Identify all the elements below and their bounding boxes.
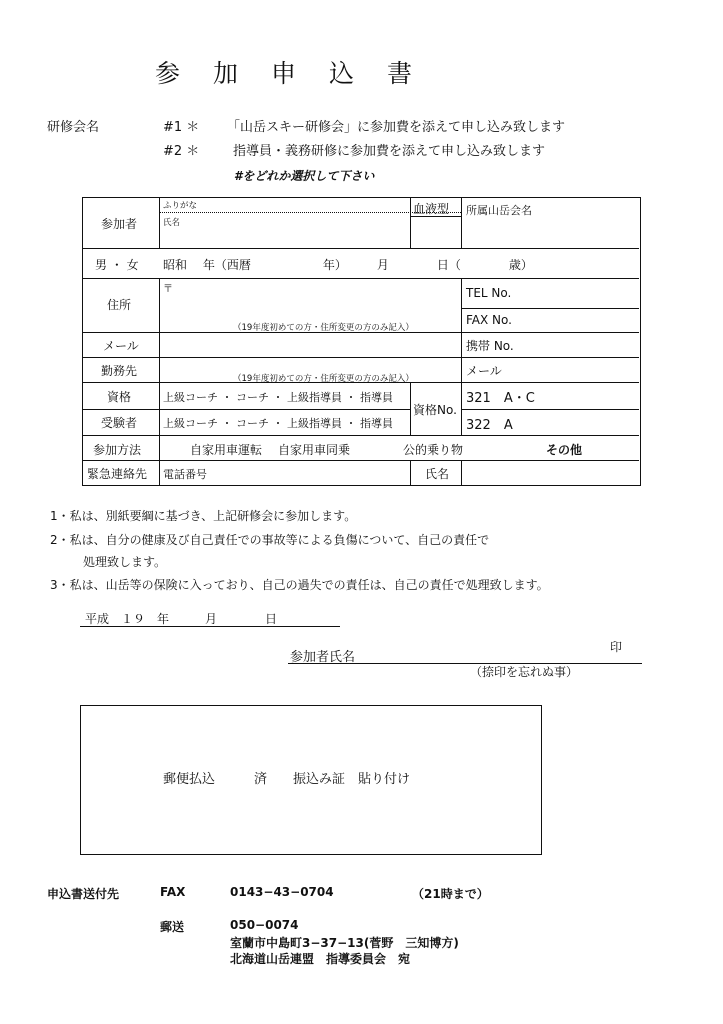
fax-number: 0143−43−0704 [230, 885, 334, 899]
method-label: 参加方法 [93, 443, 142, 457]
seal-note: （捺印を忘れぬ事） [470, 665, 579, 679]
method-option-drive[interactable]: 自家用車運転 [190, 443, 263, 457]
signer-label: 参加者氏名 [290, 650, 356, 665]
qualification-options[interactable]: 上級コーチ ・ コーチ ・ 上級指導員 ・ 指導員 [163, 391, 393, 404]
course-option-2-text: 指導員・義務研修に参加費を添えて申し込み致します [233, 144, 546, 159]
payment-proof-box [80, 705, 542, 855]
date-line[interactable]: 平成 １９ 年 月 日 [85, 612, 278, 626]
pledge-3: 3・私は、山岳等の保険に入っており、自己の過失での責任は、自己の責任で処理致します。 [50, 578, 549, 592]
emergency-label: 緊急連絡先 [87, 467, 148, 481]
method-option-ride[interactable]: 自家用車同乗 [278, 443, 351, 457]
birth-field[interactable]: 昭和 年（西暦 年） 月 日（ 歳） [163, 258, 533, 272]
email-label: メール [103, 339, 139, 353]
examinee-label: 受験者 [101, 416, 138, 430]
examinee-options[interactable]: 上級コーチ ・ コーチ ・ 上級指導員 ・ 指導員 [163, 417, 393, 430]
mail-label: 郵送 [160, 920, 185, 934]
fax-label: FAX No. [466, 313, 512, 327]
application-table [82, 197, 641, 486]
phone-label: 電話番号 [163, 468, 207, 481]
club-label: 所属山岳会名 [466, 204, 532, 217]
name-label: 氏名 [163, 218, 181, 228]
tel-label: TEL No. [466, 286, 512, 300]
course-option-1-text: 「山岳スキー研修会」に参加費を添えて申し込み致します [227, 120, 566, 135]
mail-organization: 北海道山岳連盟 指導委員会 宛 [230, 952, 411, 966]
course-option-2-number[interactable]: #2 ＊ [163, 144, 200, 159]
seal-mark: 印 [610, 640, 623, 654]
workplace-note: （19年度初めての方・住所変更の方のみ記入） [233, 374, 414, 384]
method-option-public[interactable]: 公的乗り物 [403, 443, 464, 457]
qualification-no-label: 資格No. [413, 403, 457, 417]
method-option-other[interactable]: その他 [546, 443, 583, 457]
qualification-label: 資格 [107, 390, 132, 404]
course-instruction: #をどれか選択して下さい [234, 169, 375, 183]
qualification-no-1: 321 A・C [466, 391, 535, 406]
fax-send-label: FAX [160, 885, 186, 899]
send-label: 申込書送付先 [47, 887, 120, 901]
pledge-2: 2・私は、自分の健康及び自己責任での事故等による負傷について、自己の責任で [50, 533, 490, 547]
participant-label: 参加者 [101, 217, 138, 231]
gender-field[interactable]: 男 ・ 女 [95, 258, 139, 272]
page-title: 参加申込書 [154, 59, 445, 88]
payment-proof-text: 郵便払込 済 振込み証 貼り付け [163, 772, 411, 787]
workplace-email-label: メール [466, 364, 502, 378]
contact-name-label: 氏名 [425, 467, 450, 481]
course-label: 研修会名 [47, 120, 100, 135]
postal-mark: 〒 [163, 284, 173, 295]
course-option-1-number[interactable]: #1 ＊ [163, 120, 200, 135]
furigana-label: ふりがな [163, 201, 198, 211]
fax-note: （21時まで） [412, 887, 489, 901]
workplace-label: 勤務先 [101, 364, 138, 378]
address-label: 住所 [107, 298, 132, 312]
mail-address: 室蘭市中島町3−37−13(菅野 三知博方) [230, 936, 459, 950]
pledge-2-continued: 処理致します。 [83, 555, 167, 569]
mobile-label: 携帯 No. [466, 339, 514, 353]
blood-type-label: 血液型 [413, 202, 450, 216]
zip-code: 050−0074 [230, 918, 299, 932]
pledge-1: 1・私は、別紙要綱に基づき、上記研修会に参加します。 [50, 509, 357, 523]
qualification-no-2: 322 A [466, 418, 513, 433]
address-note: （19年度初めての方・住所変更の方のみ記入） [233, 323, 414, 333]
